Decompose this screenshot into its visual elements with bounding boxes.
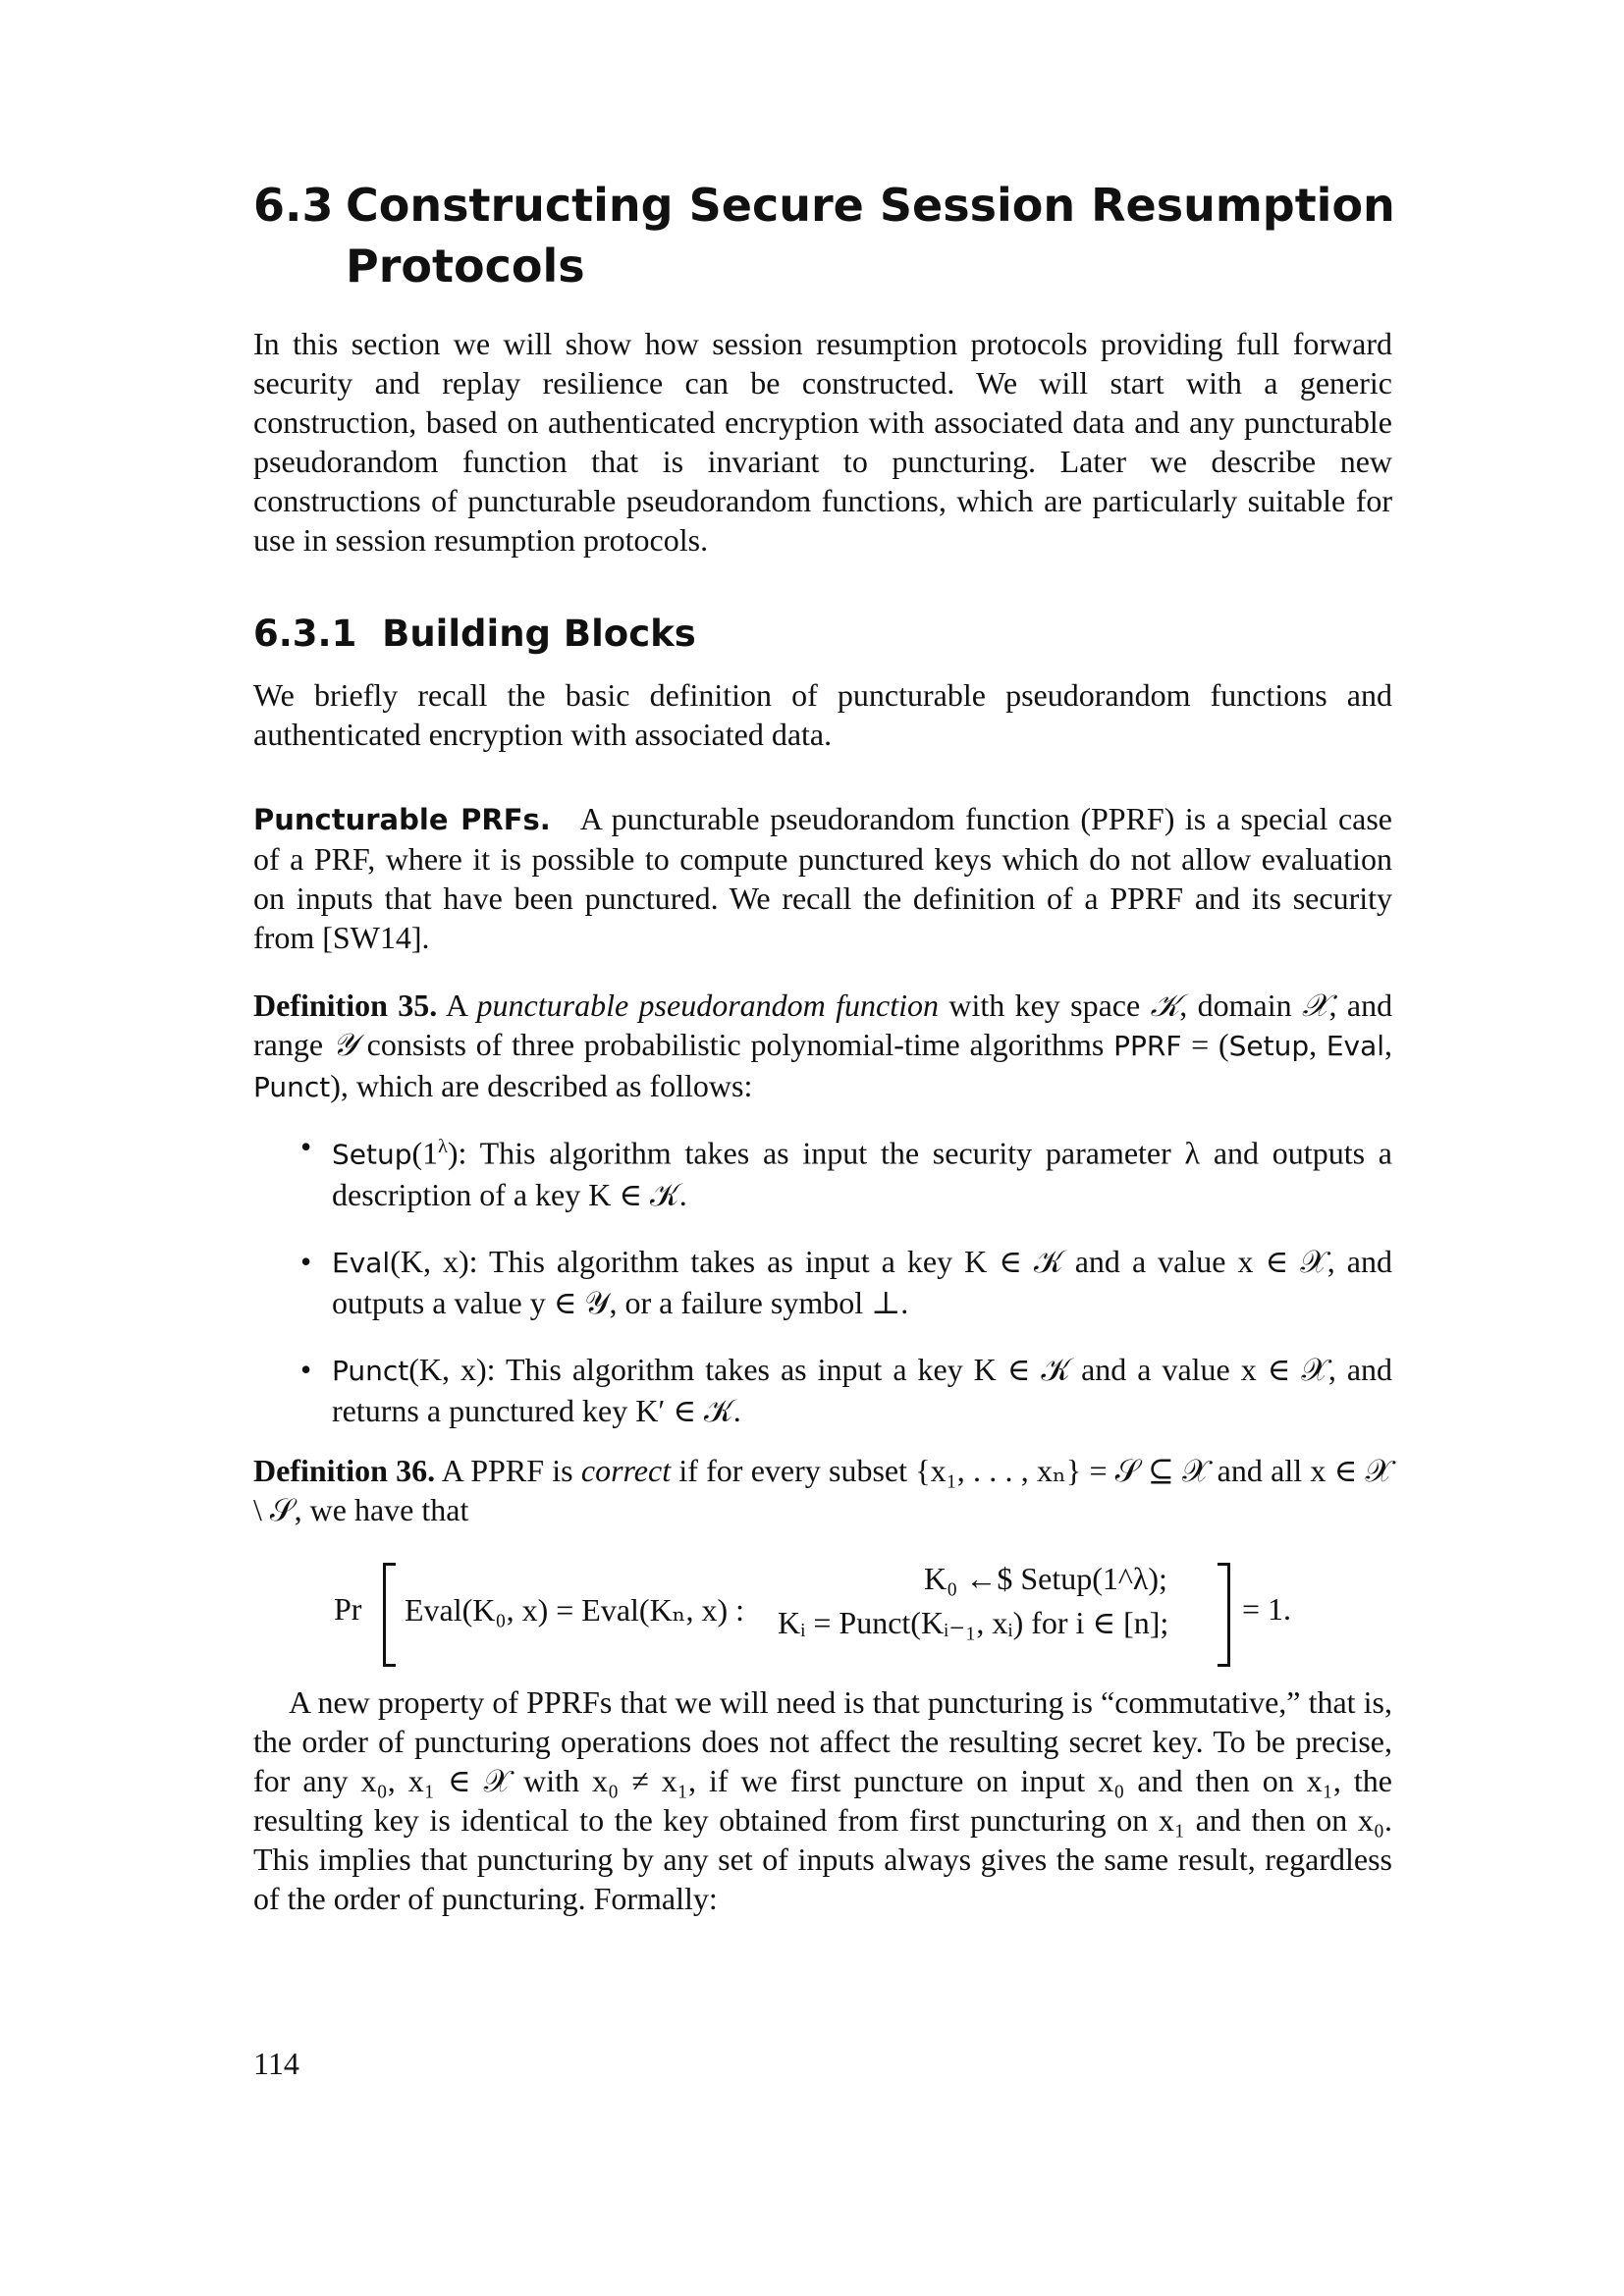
algorithm-description: This algorithm takes as input a key K ∈ 𝒦 and a value x ∈ 𝒳, and returns a punctured key K′ ∈ 𝒦. <box>332 1351 1393 1428</box>
probability-operator: Pr <box>334 1591 362 1627</box>
algorithm-description: This algorithm takes as input the security parameter λ and outputs a description of a key K ∈ 𝒦. <box>332 1135 1393 1212</box>
equation-lhs: Eval(K₀, x) = Eval(Kₙ, x) : <box>405 1592 745 1628</box>
definition-36 <box>253 1451 1392 1529</box>
section-intro: In this section we will show how session resumption protocols providing full forward security and replay resilience can be constructed. We will start with a generic construction, based on authenticated encryption with associated data and any puncturable pseudorandom function that is invariant to puncturing. Later we describe new constructions of puncturable pseudorandom functions, which are particularly suitable for use in session resumption protocols. <box>253 326 1392 558</box>
bullet-icon: • <box>300 1129 312 1164</box>
correctness-equation <box>334 1559 1316 1667</box>
algorithm-name: Punct <box>332 1354 409 1387</box>
definition-36-term: correct <box>580 1453 672 1488</box>
subsection-title: Building Blocks <box>382 613 696 655</box>
pprf-body: A puncturable pseudorandom function (PPRF) is a special case of a PRF, where it is possible to compute punctured keys which do not allow evaluation on inputs that have been punctured. We recall the definition of a PPRF and its security from [SW14]. <box>253 801 1392 955</box>
algorithm-description: This algorithm takes as input a key K ∈ 𝒦 and a value x ∈ 𝒳, and outputs a value y ∈ 𝒴, or a failure symbol ⊥. <box>332 1243 1393 1320</box>
subsection-intro: We briefly recall the basic definition of puncturable pseudorandom functions and authenticated encryption with associated data. <box>253 677 1392 752</box>
setup-name: Setup <box>1228 1030 1310 1062</box>
right-bracket <box>1218 1563 1230 1667</box>
bullet-icon: • <box>300 1351 312 1387</box>
definition-36-text2: if for every subset {x₁, . . . , xₙ} = 𝒮 ⊆ 𝒳 and all x ∈ 𝒳 \ 𝒮, we have that <box>253 1453 1393 1527</box>
algorithm-sup: λ <box>438 1136 448 1157</box>
algorithm-name: Eval <box>332 1246 391 1279</box>
bullet-icon: • <box>300 1243 312 1279</box>
algorithm-args-close: ): <box>447 1135 467 1171</box>
definition-35-text2: , domain <box>1179 988 1292 1023</box>
definition-36-text1: A PPRF is <box>441 1453 573 1488</box>
algorithm-args: (K, x): <box>390 1243 478 1279</box>
definition-35-term: puncturable pseudorandom function <box>476 988 939 1023</box>
left-bracket <box>383 1563 396 1667</box>
algorithm-name: Setup <box>332 1138 412 1171</box>
section-title: Constructing Secure Session Resumption Protocols <box>346 179 1395 293</box>
definition-35: Definition 35. A puncturable pseudorandom function with key space 𝒦, domain 𝒳, and range 𝒴 consists of three probabilistic polynomial-time algorithms PPRF = (Setup, Eval, Punct), which are described as follows: <box>253 987 1393 1103</box>
subsection-number: 6.3.1 <box>253 613 357 655</box>
pprf-run-heading: Puncturable PRFs. <box>253 803 551 836</box>
algorithm-item-punct <box>253 1350 1392 1430</box>
definition-36-label: Definition 36. <box>253 1453 436 1488</box>
equation-condition-2: Kᵢ = Punct(Kᵢ₋₁, xᵢ) for i ∈ [n]; <box>778 1605 1169 1640</box>
subsection-heading <box>253 611 696 658</box>
algorithm-item-setup <box>253 1127 1392 1214</box>
definition-35-text3: , and range <box>253 988 1393 1062</box>
definition-35-label: Definition 35. <box>253 988 438 1023</box>
definition-35-article: A <box>445 988 467 1023</box>
algorithm-args: (K, x): <box>408 1351 496 1387</box>
algorithm-item-eval <box>253 1242 1392 1322</box>
definition-35-text1: with key space <box>948 988 1141 1023</box>
commutative-paragraph: A new property of PPRFs that we will need is that puncturing is “commutative,” that is, the order of puncturing operations does not affect the resulting secret key. To be precise, for any x₀, x₁ ∈ 𝒳 with x₀ ≠ x₁, if we first puncture on input x₀ and then on x₁, the resulting key is identical to the key obtained from first puncturing on x₁ and then on x₀. This implies that puncturing by any set of inputs always gives the same result, regardless of the order of puncturing. Formally: <box>253 1684 1392 1916</box>
eval-name: Eval <box>1326 1030 1385 1062</box>
equation-condition-1: K₀ ←$ Setup(1^λ); <box>924 1561 1167 1596</box>
punct-name: Punct <box>253 1071 331 1103</box>
definition-35-text4: consists of three probabilistic polynomial-time algorithms <box>366 1027 1105 1062</box>
pprf-name: PPRF <box>1113 1030 1182 1062</box>
algorithm-list <box>253 1127 1392 1458</box>
algorithm-args: (1 <box>411 1135 439 1171</box>
section-number: 6.3 <box>253 179 334 232</box>
equation-rhs: = 1. <box>1242 1591 1292 1627</box>
page-number: 114 <box>253 2046 299 2081</box>
definition-35-text5: which are described as follows: <box>355 1068 753 1103</box>
pprf-paragraph <box>253 799 1392 957</box>
